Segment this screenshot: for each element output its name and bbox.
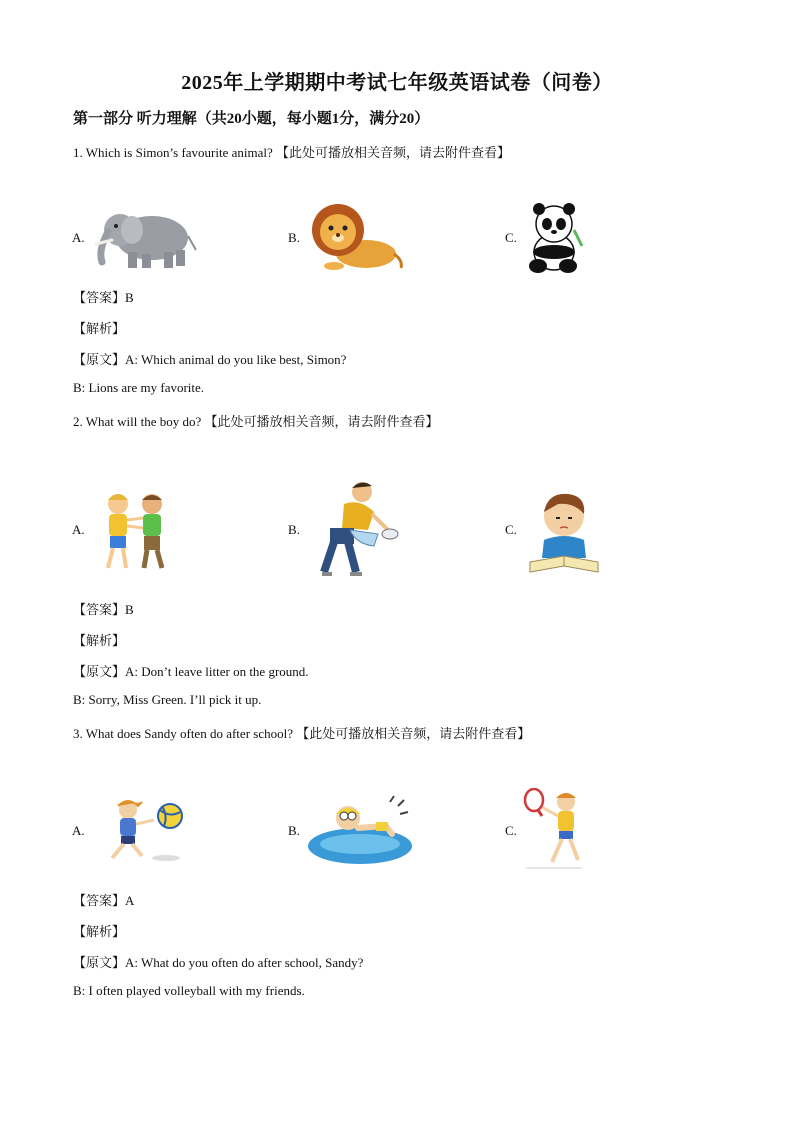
boy-picking-litter-icon <box>316 478 400 578</box>
question-3-answer: 【答案】A <box>73 893 135 908</box>
volleyball-girl-icon <box>102 796 186 864</box>
question-2-transcript-b: B: Sorry, Miss Green. I’ll pick it up. <box>73 692 262 707</box>
elephant-icon <box>92 202 198 270</box>
question-1-prompt: 1. Which is Simon’s favourite animal? 【此处可播放相关音频，请去附件查看】 <box>73 145 511 160</box>
option-c-label: C. <box>505 230 517 245</box>
option-c-label: C. <box>505 522 517 537</box>
tennis-girl-icon <box>522 788 592 870</box>
question-3-transcript-b: B: I often played volleyball with my friends. <box>73 983 305 998</box>
option-b-label: B. <box>288 230 300 245</box>
boys-fighting-icon <box>96 488 174 572</box>
section-heading: 第一部分 听力理解（共20小题，每小题1分，满分20） <box>73 111 430 127</box>
question-2-transcript-a: 【原文】A: Don’t leave litter on the ground. <box>73 664 309 679</box>
panda-icon <box>524 200 588 274</box>
question-2-analysis: 【解析】 <box>73 633 126 648</box>
lion-icon <box>304 200 404 272</box>
question-1-answer: 【答案】B <box>73 290 134 305</box>
question-1-transcript-b: B: Lions are my favorite. <box>73 380 205 395</box>
page-title: 2025年上学期期中考试七年级英语试卷（问卷） <box>181 72 613 94</box>
option-a-label: A. <box>72 823 85 838</box>
option-c-label: C. <box>505 823 517 838</box>
option-a-label: A. <box>72 522 85 537</box>
swimming-boy-icon <box>306 794 414 866</box>
option-a-label: A. <box>72 230 85 245</box>
question-1-transcript-a: 【原文】A: Which animal do you like best, Simon? <box>73 352 347 367</box>
question-2-answer: 【答案】B <box>73 602 134 617</box>
question-3-prompt: 3. What does Sandy often do after school? 【此处可播放相关音频，请去附件查看】 <box>73 726 531 741</box>
option-b-label: B. <box>288 522 300 537</box>
boy-reading-icon <box>528 488 600 574</box>
question-2-prompt: 2. What will the boy do? 【此处可播放相关音频，请去附件查看】 <box>73 414 439 429</box>
question-3-transcript-a: 【原文】A: What do you often do after school, Sandy? <box>73 955 364 970</box>
question-3-analysis: 【解析】 <box>73 924 126 939</box>
option-b-label: B. <box>288 823 300 838</box>
question-1-analysis: 【解析】 <box>73 321 126 336</box>
